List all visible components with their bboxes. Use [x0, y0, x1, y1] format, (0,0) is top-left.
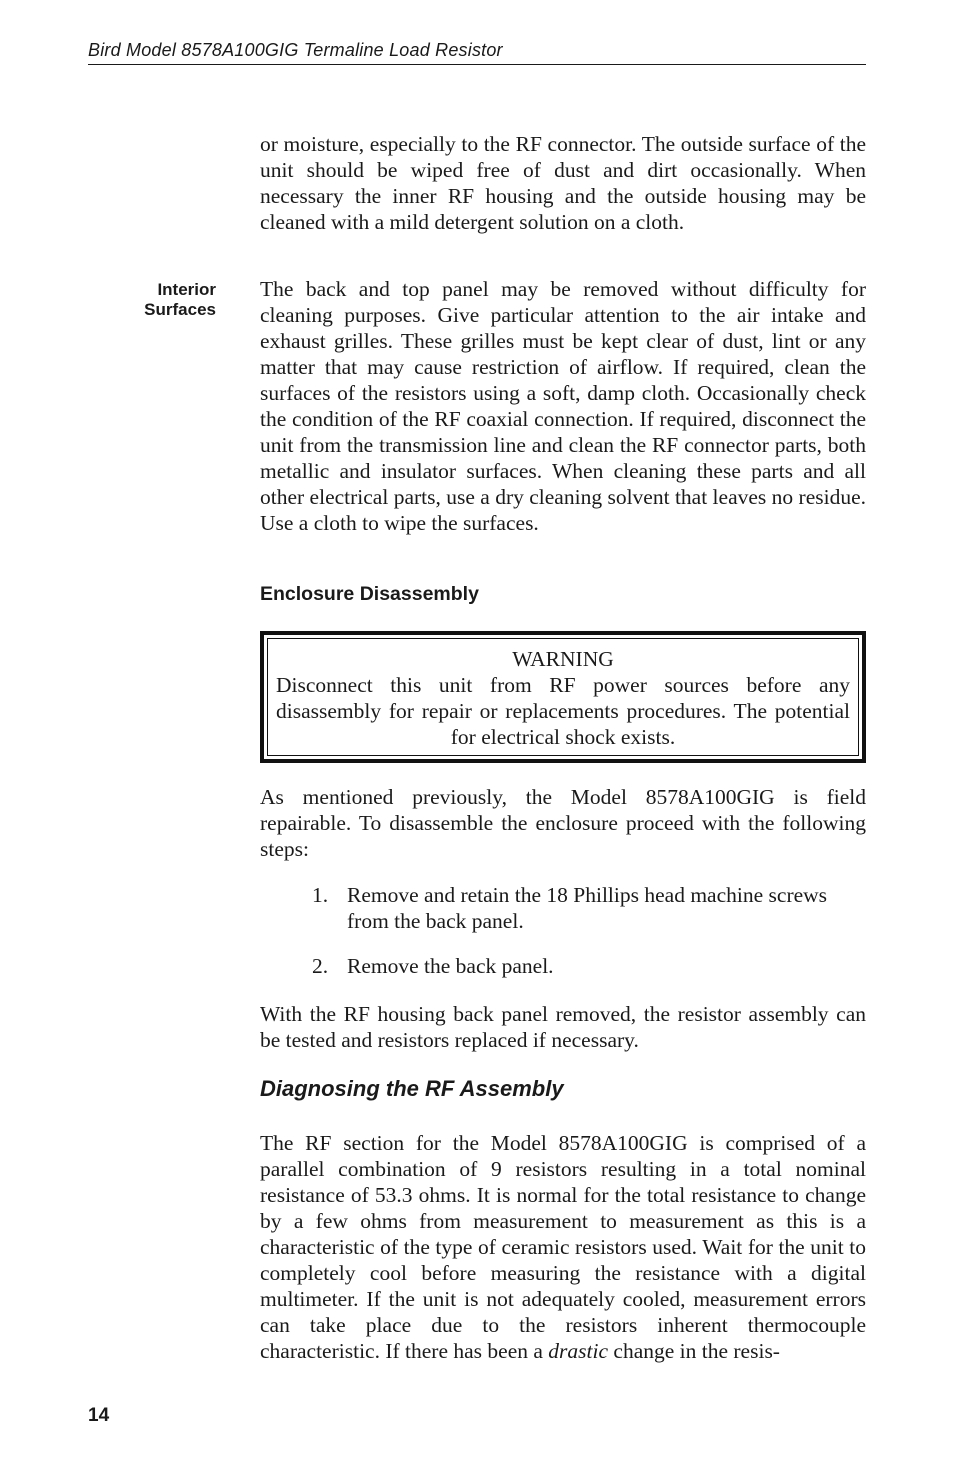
- running-header: Bird Model 8578A100GIG Termaline Load Resistor: [88, 40, 866, 65]
- list-item-step-1: [312, 882, 860, 934]
- side-label-line: Interior: [157, 280, 216, 299]
- subheading-enclosure-disassembly: Enclosure Disassembly: [260, 583, 479, 605]
- step-text: Remove and retain the 18 Phillips head machine screws from the back panel.: [347, 883, 828, 933]
- paragraph-text: change in the resis-: [608, 1339, 780, 1363]
- section-heading-diagnosing: Diagnosing the RF Assembly: [260, 1076, 564, 1101]
- step-number: 1.: [312, 883, 329, 907]
- page-number: 14: [88, 1405, 110, 1426]
- paragraph-rf-section: [260, 1130, 866, 1364]
- warning-text: Disconnect this unit from RF power sources before any disassembly for repair or replacements procedures. The potential for electrical shock exists.: [276, 673, 850, 749]
- warning-inner-frame: [267, 638, 859, 756]
- paragraph-text: The RF section for the Model 8578A100GIG is comprised of a parallel combination of 9 resistors resulting in a total nominal resistance of 53.3 ohms. It is normal for the total resistance to change by a few ohms from measurement to measurement as this is a characteristic of the type of ceramic resistors used. Wait for the unit to completely cool before measuring the resistance with a digital multimeter. If the unit is not adequately cooled, measurement errors can take place due to the resistors inherent thermocouple characteristic. If there has been a: [260, 1131, 866, 1363]
- emphasis-text: drastic: [548, 1339, 609, 1363]
- warning-box: [260, 631, 866, 763]
- step-text: Remove the back panel.: [347, 954, 554, 978]
- paragraph-interior-surfaces: The back and top panel may be removed without difficulty for cleaning purposes. Give particular attention to the air intake and exhaust grilles. These grilles must be kept clear of dust, lint or any matter that may cause restriction of airflow. If required, clean the surfaces of the resistors using a soft, damp cloth. Occasionally check the condition of the RF coaxial connection. If required, disconnect the unit from the transmission line and clean the RF connector parts, both metallic and insulator surfaces. When cleaning these parts and all other electrical parts, use a dry cleaning solvent that leaves no residue. Use a cloth to wipe the surfaces.: [260, 277, 866, 535]
- step-number: 2.: [312, 954, 329, 978]
- side-label-interior-surfaces: [100, 280, 216, 320]
- paragraph-cleaning-continued: or moisture, especially to the RF connector. The outside surface of the unit should be wiped free of dust and dirt occasionally. When necessary the inner RF housing and the outside housing may be cleaned with a mild detergent solution on a cloth.: [260, 132, 866, 234]
- paragraph-after-removal: With the RF housing back panel removed, the resistor assembly can be tested and resistors replaced if necessary.: [260, 1002, 866, 1052]
- warning-title: WARNING: [512, 647, 614, 671]
- paragraph-disassembly-intro: As mentioned previously, the Model 8578A100GIG is field repairable. To disassemble the enclosure proceed with the following steps:: [260, 785, 866, 861]
- side-label-line: Surfaces: [144, 300, 216, 319]
- list-item-step-2: [312, 953, 860, 979]
